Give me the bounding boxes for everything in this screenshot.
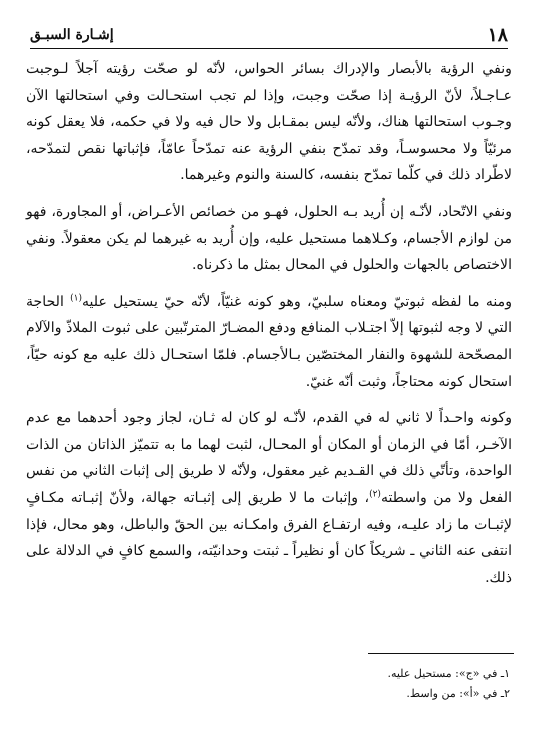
footnote: ٢ـ في «أ»: من واسط. (406, 687, 510, 700)
footnotes (210, 664, 510, 704)
paragraph-text: ونفي الاتّحاد، لأنّـه إن أُريد بـه الحلول، فهـو من خصائص الأعـراض، أو المجاورة، فهو من لوازم الأجسام، وكـلاهما مستحيل عليه، وإن أُريد به غيرهما لم يكن معقولاً. ونفي الاختصاص بالجهات والحلول في المحال بمثل ما ذكرناه. (26, 203, 512, 274)
footnote: ١ـ في «ج»: مستحيل عليه. (387, 667, 510, 680)
running-title: إشـارة السبـق (30, 27, 114, 43)
paragraph-text: الحاجة التي لا وجه لثبوتها إلاّ اجتـلاب المنافع ودفع المضـارّ المترتّبين على ثبوت الملاذّ والآلام المصحّحة للشهوة والنفار المختصّين بـالأجسام. فلمّا استحـال ذلك عليه مع كونه حيّاً، استحال كونه محتاجاً، وثبت أنّه غنيّ. (26, 293, 512, 390)
footnote-ref[interactable]: (٢) (369, 489, 381, 500)
paragraph (26, 199, 512, 279)
page-header (30, 22, 508, 49)
footnote-ref[interactable]: (١) (70, 293, 82, 304)
paragraph-text: ونفي الرؤية بالأبصار والإدراك بسائر الحواس، لأنّه لو صحّت رؤيته آجلاً لـوجبت عـاجـلاً، لأنّ الرؤيـة إذا صحّت وجبت، وإذا لم تجب استحـالت وفي استحالتها الآن وجـوب استحالتها هناك، ولأنّه ليس بمقـابل ولا حال فيه ولا في حكمه، فلا يعقل كونه مرئيّاً ولا محسوسـاً، وقد تمدّح بنفي الرؤية عنه تمدّحاً عامّاً، فإثباتها نقص لتمدّحه، لاطّراد ذلك في كلّما تمدّح بنفسه، كالسنة والنوم وغيرهما. (26, 61, 512, 184)
paragraph (26, 405, 512, 591)
paragraph-text: وكونه واحـداً لا ثاني له في القدم، لأنّـه لو كان له ثـان، لجاز وجود أحدهما مع عدم الآخـر، أمّا في الزمان أو المكان أو المحـال، لثبت لهما ما به تتميّز الذاتان من الذات الواحدة، وتأتّي ذلك في القـديم غير معقول، ولأنّه لا طريق إلى إثبات الثاني من نفس الفعل ولا من واسطته (26, 410, 512, 506)
paragraph-text: ومنه ما لفظه ثبوتيّ ومعناه سلبيّ، وهو كونه غنيّاً، لأنّه حيّ يستحيل عليه (82, 293, 512, 310)
main-text (26, 56, 512, 601)
paragraph-text: ، وإثبات ما لا طريق إلى إثبـاته جهالة، ولأنّ إثبـاته مكـافٍ لإثبـات ما زاد عليـه، وفيه ارتفـاع الفرق وامكـانه بين الحقّ والباطل، وهو محال، فإذا انتفى عنه الثاني ـ شريكاً كان أو نظيراً ـ ثبتت وحدانيّته، والسمع كافٍ في الدلالة على ذلك. (26, 489, 512, 586)
footnote-divider (368, 653, 514, 654)
page-number: ١٨ (487, 24, 508, 46)
paragraph (26, 56, 512, 189)
paragraph (26, 289, 512, 395)
